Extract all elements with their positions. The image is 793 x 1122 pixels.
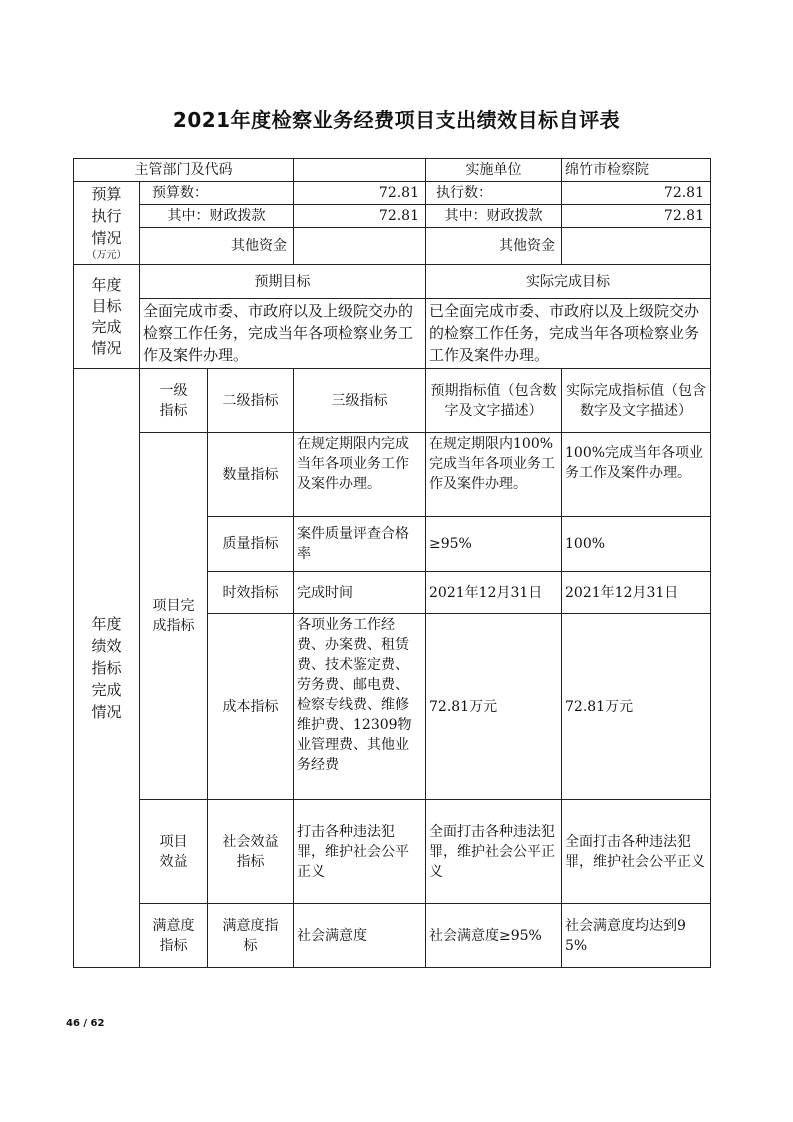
- expected-quality: ≥95%: [426, 517, 562, 572]
- expected-benefit: 全面打击各种违法犯罪，维护社会公平正义: [426, 800, 562, 904]
- fiscal-value-a: 72.81: [294, 205, 426, 228]
- level3-benefit: 打击各种违法犯罪，维护社会公平正义: [294, 800, 426, 904]
- expected-satisfaction: 社会满意度≥95%: [426, 904, 562, 968]
- level2-quantity: 数量指标: [208, 433, 294, 517]
- actual-benefit: 全面打击各种违法犯罪，维护社会公平正义: [562, 800, 711, 904]
- group-satisfaction-text: 满意度指标: [152, 917, 195, 954]
- indicator-section-text: 年度绩效指标完成情况: [91, 615, 122, 721]
- other-value-b: [562, 228, 711, 265]
- col-level2: 二级指标: [208, 369, 294, 433]
- col-actual: 实际完成指标值（包含数字及文字描述）: [562, 369, 711, 433]
- level2-cost: 成本指标: [208, 614, 294, 800]
- goals-section-text: 年度目标完成情况: [91, 275, 122, 357]
- budget-value: 72.81: [294, 182, 426, 205]
- level2-satisfaction-text: 满意度指标: [222, 917, 279, 954]
- group-completion-text: 项目完成指标: [152, 598, 195, 634]
- col-level3: 三级指标: [294, 369, 426, 433]
- group-benefit-text: 项目效益: [159, 833, 188, 870]
- exec-label: 执行数：: [426, 182, 562, 205]
- fiscal-value-b: 72.81: [562, 205, 711, 228]
- dept-value: [294, 159, 426, 182]
- budget-row: [74, 182, 711, 205]
- level2-quality: 质量指标: [208, 517, 294, 572]
- goals-section-label: [74, 265, 140, 369]
- page-number: 46 / 62: [66, 1018, 105, 1029]
- impl-label: 实施单位: [426, 159, 562, 182]
- actual-cost: 72.81万元: [562, 614, 711, 800]
- goals-header-row: [74, 265, 711, 299]
- level2-benefit: [208, 800, 294, 904]
- expected-timeliness: 2021年12月31日: [426, 572, 562, 614]
- group-satisfaction: [140, 904, 208, 968]
- actual-goal-text: 已全面完成市委、市政府以及上级院交办的检察工作任务，完成当年各项检察业务工作及案件办理。: [426, 299, 711, 369]
- group-completion: [140, 433, 208, 800]
- indicator-row-quantity: [74, 433, 711, 517]
- page-title: 2021年度检察业务经费项目支出绩效目标自评表: [172, 108, 621, 132]
- dept-label: 主管部门及代码: [74, 159, 294, 182]
- actual-goal-header: 实际完成目标: [426, 265, 711, 299]
- other-label-b: 其他资金: [426, 228, 562, 265]
- impl-value: 绵竹市检察院: [562, 159, 711, 182]
- level2-benefit-text: 社会效益指标: [222, 833, 279, 870]
- col-level1-text: 一级指标: [159, 382, 188, 419]
- level3-quantity: 在规定期限内完成当年各项业务工作及案件办理。: [294, 433, 426, 517]
- indicator-row-benefit: [74, 800, 711, 904]
- col-expected: 预期指标值（包含数字及文字描述）: [426, 369, 562, 433]
- goals-text-row: [74, 299, 711, 369]
- self-evaluation-table: [73, 158, 711, 968]
- budget-unit: （万元）: [86, 250, 127, 261]
- indicator-header-row: [74, 369, 711, 433]
- fiscal-label-b: 其中：财政拨款: [426, 205, 562, 228]
- budget-section-text: 预算执行情况: [91, 185, 122, 247]
- exec-value: 72.81: [562, 182, 711, 205]
- level3-cost: 各项业务工作经费、办案费、租赁费、技术鉴定费、劳务费、邮电费、检察专线费、维修维护费、12309物业管理费、其他业务经费: [294, 614, 426, 800]
- level3-quality: 案件质量评查合格率: [294, 517, 426, 572]
- expected-cost: 72.81万元: [426, 614, 562, 800]
- fiscal-row: [74, 205, 711, 228]
- actual-quality: 100%: [562, 517, 711, 572]
- expected-quantity: 在规定期限内100%完成当年各项业务工作及案件办理。: [426, 433, 562, 517]
- budget-label: 预算数：: [140, 182, 294, 205]
- level2-satisfaction: [208, 904, 294, 968]
- expected-goal-header: 预期目标: [140, 265, 426, 299]
- indicator-row-satisfaction: [74, 904, 711, 968]
- actual-satisfaction: 社会满意度均达到95%: [562, 904, 711, 968]
- budget-section-label: [74, 182, 140, 265]
- group-benefit: [140, 800, 208, 904]
- indicator-section-label: [74, 369, 140, 968]
- fiscal-label-a: 其中：财政拨款: [140, 205, 294, 228]
- col-level1: [140, 369, 208, 433]
- other-label-a: 其他资金: [140, 228, 294, 265]
- level3-timeliness: 完成时间: [294, 572, 426, 614]
- level2-timeliness: 时效指标: [208, 572, 294, 614]
- expected-goal-text: 全面完成市委、市政府以及上级院交办的检察工作任务，完成当年各项检察业务工作及案件办理。: [140, 299, 426, 369]
- other-value-a: [294, 228, 426, 265]
- actual-quantity: 100%完成当年各项业务工作及案件办理。: [562, 433, 711, 517]
- actual-timeliness: 2021年12月31日: [562, 572, 711, 614]
- other-funds-row: [74, 228, 711, 265]
- header-row: [74, 159, 711, 182]
- level3-satisfaction: 社会满意度: [294, 904, 426, 968]
